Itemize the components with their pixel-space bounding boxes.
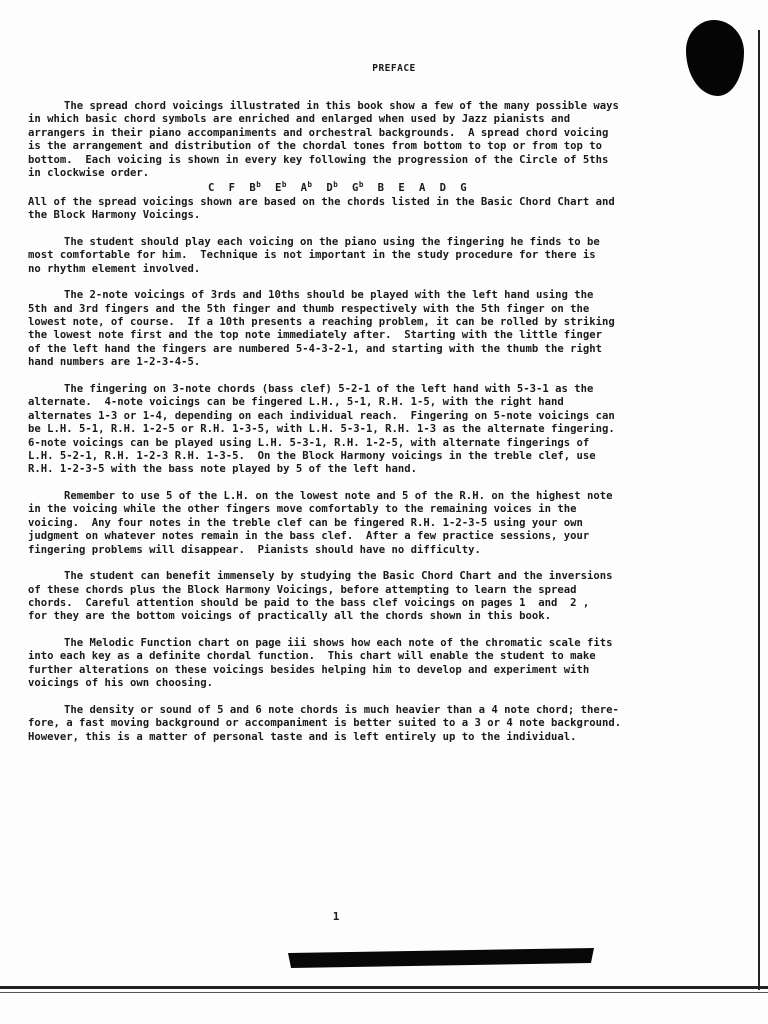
redaction-bar [288, 948, 594, 968]
key-note-letter: C [208, 182, 215, 195]
text-line: L.H. 5-2-1, R.H. 1-2-3 R.H. 1-3-5. On the Block Harmony voicings in the treble clef, use [28, 449, 596, 462]
text-line-content: The 2-note voicings of 3rds and 10ths should be played with the left hand using the [64, 289, 594, 302]
text-line: However, this is a matter of personal taste and is left entirely up to the individual. [28, 730, 577, 743]
text-line: hand numbers are 1-2-3-4-5. [28, 356, 201, 369]
text-line: the Block Harmony Voicings. [28, 209, 201, 222]
text-line: in which basic chord symbols are enriched and enlarged when used by Jazz pianists and [28, 113, 571, 126]
paragraph [28, 236, 673, 276]
key-note-letter: G [460, 182, 468, 195]
key-note-letter: D [326, 182, 334, 195]
text-line: R.H. 1-2-3-5 with the bass note played by 5 of the left hand. [28, 463, 418, 476]
text-line: 6-note voicings can be played using L.H. 5-3-1, R.H. 1-2-5, with alternate fingerings of [28, 436, 590, 449]
paragraph [28, 704, 673, 744]
key-note-letter: E [398, 182, 406, 195]
flat-sign: b [281, 180, 287, 190]
key-note [440, 182, 447, 194]
text-line [28, 289, 673, 302]
flat-sign: b [333, 180, 339, 190]
text-line: fingering problems will disappear. Pianists should have no difficulty. [28, 543, 481, 556]
page-edge-bottom-shadow [0, 992, 768, 993]
text-line: of the left hand the fingers are numbered 5-4-3-2-1, and starting with the thumb the right [28, 342, 603, 355]
text-line [28, 637, 673, 650]
text-line: is the arrangement and distribution of the chordal tones from bottom to top or from top to [28, 140, 603, 153]
key-note-letter: A [418, 182, 426, 195]
text-line-content: The student can benefit immensely by studying the Basic Chord Chart and the inversions [64, 570, 613, 583]
text-line-content: The Melodic Function chart on page iii shows how each note of the chromatic scale fits [64, 636, 613, 649]
text-line [28, 704, 673, 717]
key-note [352, 182, 364, 194]
text-line: chords. Careful attention should be paid to the bass clef voicings on pages 1 and 2 , [28, 596, 590, 609]
text-line-content: The spread chord voicings illustrated in this book show a few of the many possible ways [64, 100, 619, 112]
text-line: judgment on whatever notes remain in the bass clef. After a few practice sessions, your [28, 530, 590, 543]
text-line [28, 383, 673, 396]
text-line: in clockwise order. [28, 167, 150, 180]
page-edge-bottom [0, 986, 768, 989]
key-note [275, 182, 287, 194]
key-note [326, 182, 338, 194]
text-line [28, 490, 673, 503]
page-title: PREFACE [372, 63, 416, 74]
text-line: in the voicing while the other fingers move comfortably to the remaining voices in the [28, 503, 577, 516]
key-note-letter: B [377, 182, 385, 195]
text-line: voicing. Any four notes in the treble clef can be fingered R.H. 1-2-3-5 using your own [28, 516, 583, 529]
paragraph [28, 289, 673, 369]
paragraph [28, 100, 673, 180]
page-edge-right [758, 30, 760, 990]
text-line: further alterations on these voicings besides helping him to develop and experiment with [28, 663, 590, 676]
key-note [398, 182, 405, 194]
text-line: voicings of his own choosing. [28, 677, 213, 690]
flat-sign: b [307, 180, 313, 190]
page-number: 1 [332, 910, 340, 923]
key-note [249, 182, 261, 194]
paragraph [28, 196, 673, 223]
text-line-content: The fingering on 3-note chords (bass clef) 5-2-1 of the left hand with 5-3-1 as the [64, 382, 594, 395]
key-note-letter: D [439, 182, 447, 195]
text-line: of these chords plus the Block Harmony Voicings, before attempting to learn the spread [28, 583, 577, 596]
key-note [460, 182, 467, 194]
text-line: be L.H. 5-1, R.H. 1-2-5 or R.H. 1-3-5, with L.H. 5-3-1, R.H. 1-3 as the alternate fingering. [28, 423, 615, 436]
text-line: 5th and 3rd fingers and the 5th finger and thumb respectively with the 5th finger on the [28, 302, 590, 315]
key-note [301, 182, 313, 194]
paragraph [28, 383, 673, 477]
flat-sign: b [256, 180, 262, 190]
punch-hole-mark [686, 20, 744, 96]
text-line: alternate. 4-note voicings can be fingered L.H., 5-1, R.H. 1-5, with the right hand [28, 396, 564, 409]
text-line: into each key as a definite chordal function. This chart will enable the student to make [28, 650, 596, 663]
text-line: bottom. Each voicing is shown in every key following the progression of the Circle of 5ths [28, 153, 609, 166]
paragraph [28, 490, 673, 557]
text-line [28, 236, 673, 249]
text-line [28, 570, 673, 583]
text-line: no rhythm element involved. [28, 262, 201, 275]
text-line: arrangers in their piano accompaniments and orchestral backgrounds. A spread chord voicing [28, 126, 609, 139]
key-note [208, 182, 215, 194]
circle-of-fifths-keys [28, 178, 673, 195]
text-line [28, 100, 673, 113]
text-line-content: The density or sound of 5 and 6 note chords is much heavier than a 4 note chord; there- [64, 703, 619, 716]
text-line-content: The student should play each voicing on the piano using the fingering he finds to be [64, 235, 600, 248]
key-note [229, 182, 236, 194]
key-note [419, 182, 426, 194]
key-note-letter: A [300, 182, 308, 195]
paragraph [28, 570, 673, 624]
flat-sign: b [358, 180, 364, 190]
text-line-content: Remember to use 5 of the L.H. on the lowest note and 5 of the R.H. on the highest note [64, 489, 613, 502]
key-note-letter: F [228, 182, 236, 195]
preface-body [28, 100, 673, 757]
key-note-letter: G [352, 182, 359, 195]
text-line: lowest note, of course. If a 10th presents a reaching problem, it can be rolled by striking [28, 316, 615, 329]
paragraph [28, 637, 673, 691]
text-line: All of the spread voicings shown are based on the chords listed in the Basic Chord Chart and [28, 195, 615, 208]
text-line: for they are the bottom voicings of practically all the chords shown in this book. [28, 610, 551, 623]
text-line: the lowest note first and the top note immediately after. Starting with the little finger [28, 329, 603, 342]
text-line: alternates 1-3 or 1-4, depending on each individual reach. Fingering on 5-note voicings can [28, 409, 615, 422]
key-note-letter: B [249, 182, 257, 195]
key-note [378, 182, 385, 194]
text-line: fore, a fast moving background or accompaniment is better suited to a 3 or 4 note background. [28, 717, 622, 730]
key-note-letter: E [274, 182, 282, 195]
text-line: most comfortable for him. Technique is not important in the study procedure for there is [28, 249, 596, 262]
